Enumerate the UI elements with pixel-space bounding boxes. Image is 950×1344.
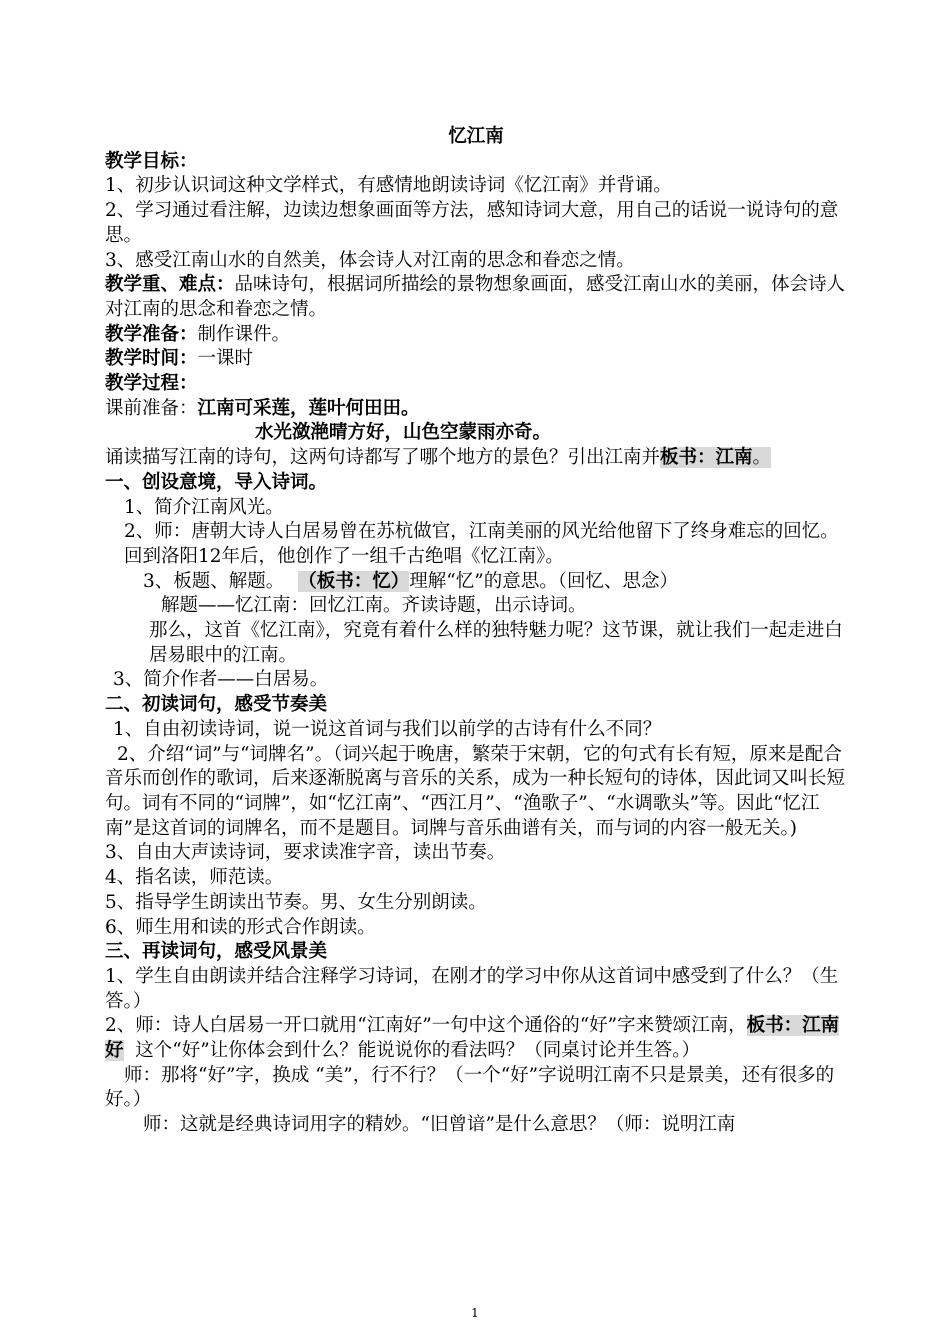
prep-text: 制作课件。 bbox=[197, 323, 291, 345]
section2-item: 3、自由大声读诗词，要求读准字音，读出节奏。 bbox=[105, 842, 506, 864]
board-note-jiangnan: 板书：江南 bbox=[660, 447, 753, 469]
pre-class-label: 课前准备： bbox=[105, 397, 198, 419]
section1-question: 那么，这首《忆江南》，究竟有着什么样的独特魅力呢？这节课，就让我们一起走进白居易眼中的江南。 bbox=[149, 620, 843, 666]
board-note-yi: （板书：忆） bbox=[298, 570, 410, 592]
key-points-text: 品味诗句，根据词所描绘的景物想象画面，感受江南山水的美丽，体会诗人对江南的思念和眷恋之情。 bbox=[105, 274, 846, 320]
poem-line-2: 水光潋滟晴方好，山色空蒙雨亦奇。 bbox=[255, 422, 552, 444]
section3-heading: 三、再读词句，感受风景美 bbox=[105, 941, 328, 963]
section2-item: 4、指名读，师范读。 bbox=[105, 867, 284, 889]
section2-heading: 二、初读词句，感受节奏美 bbox=[105, 694, 328, 716]
teacher2-text: 师：这就是经典诗词用字的精妙。“旧曾谙”是什么意思？（师：说明江南 bbox=[143, 1114, 736, 1136]
objective-item: 1、初步认识词这种文学样式，有感情地朗读诗词《忆江南》并背诵。 bbox=[105, 175, 672, 197]
recite-paragraph bbox=[105, 446, 847, 471]
section3-item bbox=[105, 1014, 847, 1063]
prep-paragraph bbox=[105, 323, 847, 348]
section3-teacher bbox=[105, 1113, 847, 1138]
document-body bbox=[105, 125, 847, 1138]
time-paragraph bbox=[105, 347, 847, 372]
objectives-heading: 教学目标： bbox=[105, 150, 198, 172]
item2-post: 这个“好”让你体会到什么？能说说你的看法吗？（同桌讨论并生答。） bbox=[123, 1040, 700, 1062]
item3-pre: 3、板题、解题。 bbox=[143, 570, 285, 592]
key-points-paragraph bbox=[105, 273, 847, 322]
board-note-jiangnanhao: 板书：江南好 bbox=[105, 1015, 840, 1062]
section1-heading: 一、创设意境，导入诗词。 bbox=[105, 471, 328, 493]
recite-text: 诵读描写江南的诗句，这两句诗都写了哪个地方的景色？引出江南并 bbox=[105, 447, 661, 469]
time-label: 教学时间： bbox=[105, 348, 198, 370]
section3-item: 1、学生自由朗读并结合注释学习诗词，在刚才的学习中你从这首词中感受到了什么？（生答。） bbox=[105, 965, 839, 1012]
section1-item bbox=[105, 570, 847, 595]
section1-item: 1、简介江南风光。 bbox=[124, 496, 284, 518]
section2-item: 6、师生用和读的形式合作朗读。 bbox=[105, 916, 376, 938]
recite-end: 。 bbox=[752, 447, 772, 469]
section2-item2-text: 2、介绍“词”与“词牌名”。（词兴起于晚唐，繁荣于宋朝，它的句式有长有短，原来是配合音乐而创作的歌词，后来逐渐脱离与音乐的关系，成为一种长短句的诗体，因此词又叫长短句。词有不同的“词牌”，如“忆江南”、“西江月”、“渔歌子”、“水调歌头”等。因此“忆江南”是这首词的词牌名，而不是题目。词牌与音乐曲谱有关，而与词的内容一般无关。) bbox=[105, 743, 846, 839]
prep-label: 教学准备： bbox=[105, 323, 198, 345]
page-title: 忆江南 bbox=[448, 126, 504, 147]
item3-post: 理解“忆”的意思。（回忆、思念） bbox=[409, 570, 678, 592]
process-heading: 教学过程： bbox=[105, 373, 198, 395]
item2-pre: 2、师：诗人白居易一开口就用“江南好”一句中这个通俗的“好”字来赞颂江南， bbox=[105, 1015, 747, 1037]
pre-class-paragraph bbox=[105, 397, 847, 422]
teacher1-text: 师：那将“好”字，换成 “美”，行不行？（一个“好”字说明江南不只是景美，还有很多的好。） bbox=[105, 1064, 835, 1111]
section1-item: 2、师：唐朝大诗人白居易曾在苏杭做官，江南美丽的风光给他留下了终身难忘的回忆。回到洛阳12年后，他创作了一组千古绝唱《忆江南》。 bbox=[124, 521, 839, 567]
section2-item bbox=[105, 743, 847, 842]
poem-line-1: 江南可采莲，莲叶何田田。 bbox=[197, 397, 420, 419]
time-text: 一课时 bbox=[197, 348, 254, 370]
key-points-label: 教学重、难点： bbox=[105, 274, 235, 296]
section1-item: 3、简介作者——白居易。 bbox=[113, 669, 329, 691]
section1-explain: 解题——忆江南：回忆江南。齐读诗题，出示诗词。 bbox=[161, 595, 587, 617]
page-number: 1 bbox=[471, 1306, 479, 1320]
objective-item: 2、学习通过看注解，边读边想象画面等方法，感知诗词大意，用自己的话说一说诗句的意思。 bbox=[105, 200, 839, 246]
section2-item: 1、自由初读诗词，说一说这首词与我们以前学的古诗有什么不同？ bbox=[113, 718, 662, 740]
section2-item: 5、指导学生朗读出节奏。男、女生分别朗读。 bbox=[105, 891, 487, 913]
section3-teacher bbox=[105, 1064, 847, 1113]
objective-item: 3、感受江南山水的自然美，体会诗人对江南的思念和眷恋之情。 bbox=[105, 249, 635, 271]
